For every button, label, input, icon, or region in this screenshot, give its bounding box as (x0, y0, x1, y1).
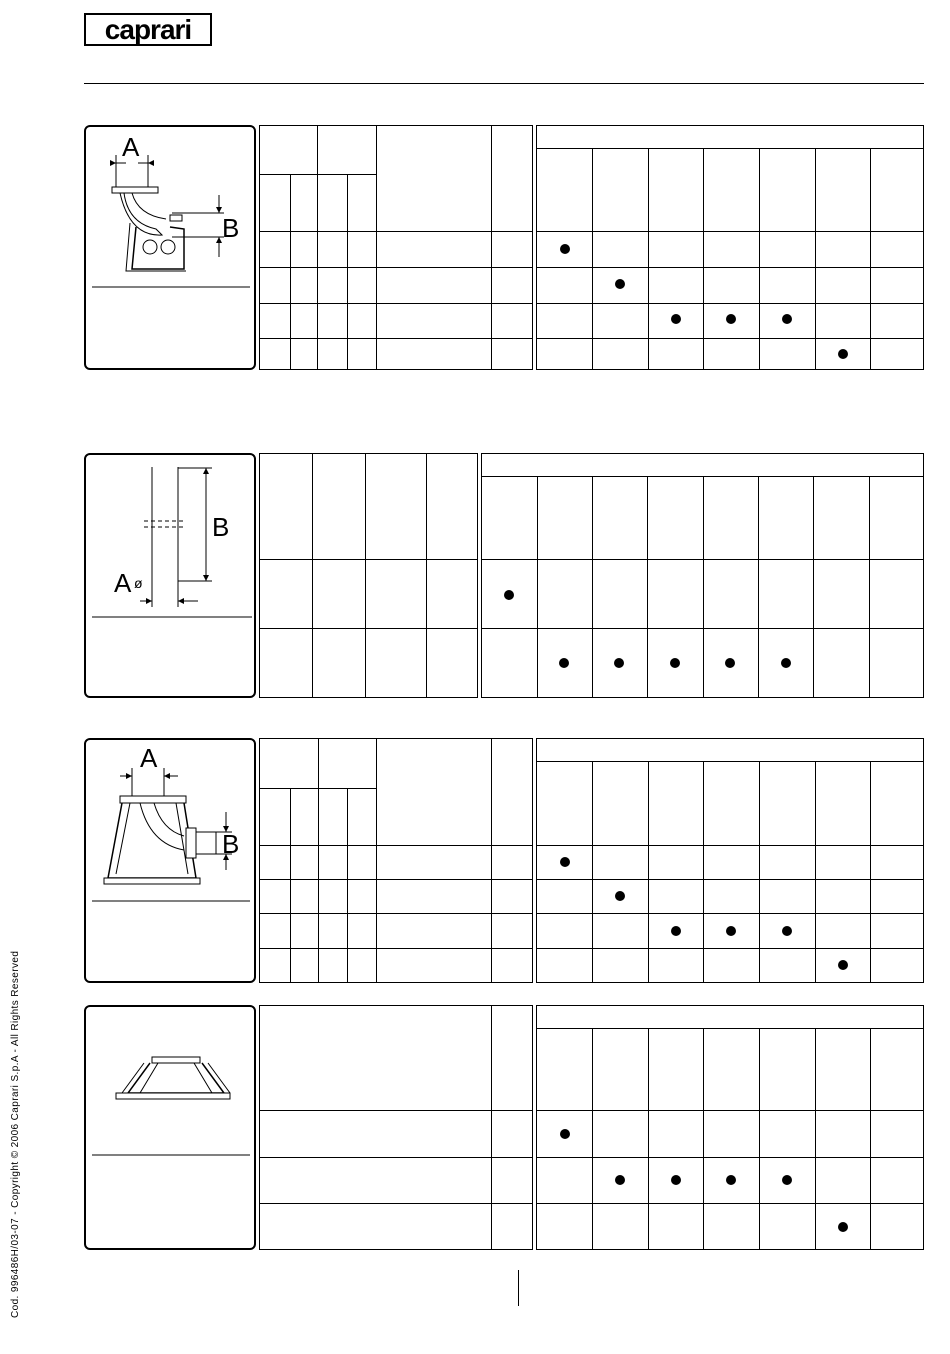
section2-diagram-panel (84, 453, 256, 698)
section1-right-table (536, 125, 924, 370)
marker-dot (671, 1175, 681, 1185)
marker-dot (838, 1222, 848, 1232)
marker-dot (782, 1175, 792, 1185)
marker-dot (559, 658, 569, 668)
marker-dot (560, 857, 570, 867)
dim-label-b: B (212, 512, 230, 542)
marker-dot (560, 244, 570, 254)
frame-elbow-diagram (86, 740, 258, 985)
marker-dot (560, 1129, 570, 1139)
section2-right-table (481, 453, 924, 698)
marker-dot (671, 926, 681, 936)
dim-label-a: A (114, 568, 132, 598)
section1-diagram-panel (84, 125, 256, 370)
page-center-mark (518, 1270, 519, 1306)
pipe-column-diagram (86, 455, 258, 700)
base-frame-diagram (86, 1007, 258, 1252)
section3-left-table (259, 738, 533, 983)
section2-left-table (259, 453, 478, 698)
section4-right-table (536, 1005, 924, 1250)
dim-label-a: A (140, 743, 158, 773)
dim-label-a: A (122, 132, 140, 162)
marker-dot (725, 658, 735, 668)
section4-left-table (259, 1005, 533, 1250)
diameter-symbol: ø (134, 575, 143, 591)
marker-dot (615, 1175, 625, 1185)
marker-dot (504, 590, 514, 600)
section4-diagram-panel (84, 1005, 256, 1250)
marker-dot (781, 658, 791, 668)
marker-dot (838, 349, 848, 359)
copyright-text: Cod. 996486H/03-07 - Copyright © 2006 Caprari S.p.A - All Rights Reserved (10, 950, 21, 1318)
marker-dot (670, 658, 680, 668)
marker-dot (615, 279, 625, 289)
marker-dot (726, 314, 736, 324)
caprari-logo (84, 13, 212, 46)
dim-label-b: B (222, 213, 240, 243)
marker-dot (615, 891, 625, 901)
section1-left-table (259, 125, 533, 370)
marker-dot (782, 926, 792, 936)
section3-diagram-panel (84, 738, 256, 983)
marker-dot (671, 314, 681, 324)
dim-label-b: B (222, 829, 240, 859)
marker-dot (726, 1175, 736, 1185)
marker-dot (726, 926, 736, 936)
header-rule (84, 83, 924, 84)
section3-right-table (536, 738, 924, 983)
logo-text: caprari (104, 13, 192, 45)
marker-dot (782, 314, 792, 324)
elbow-bracket-diagram (86, 127, 258, 372)
marker-dot (838, 960, 848, 970)
marker-dot (614, 658, 624, 668)
